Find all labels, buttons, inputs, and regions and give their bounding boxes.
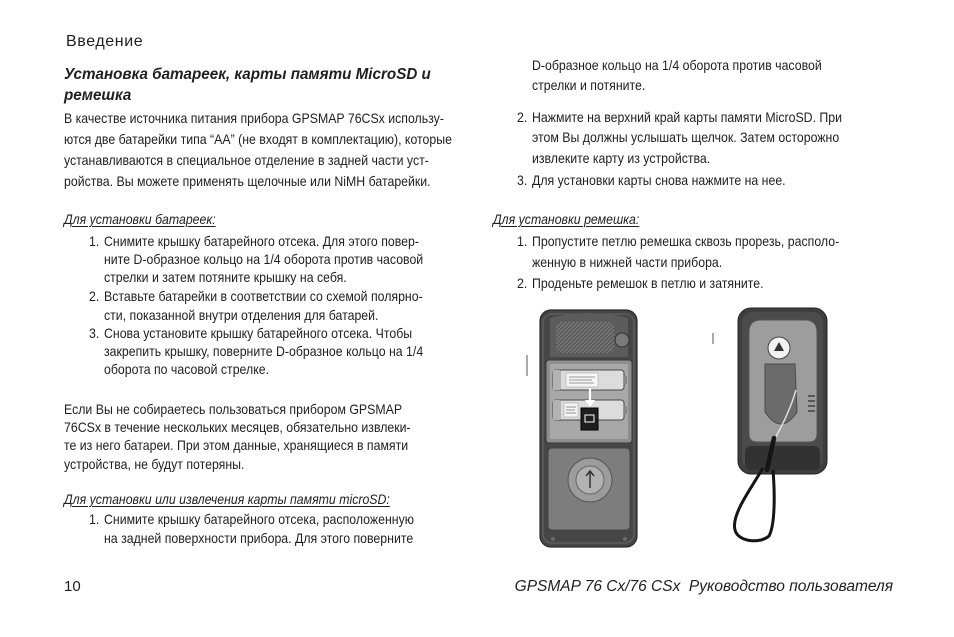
list-item-line: Пропустите петлю ремешка сквозь прорезь, располо-: [532, 233, 840, 249]
list-item-line: на задней поверхности прибора. Для этого поверните: [104, 530, 414, 546]
list-item-line: сти, показанной внутри отделения для батарей.: [104, 307, 379, 323]
list-item-line: стрелки и потяните.: [532, 77, 646, 93]
paragraph-line: В качестве источника питания прибора GPSMAP 76CSx использу-: [64, 110, 444, 126]
list-item-number: 2.: [517, 109, 528, 125]
list-item-line: Снова установите крышку батарейного отсека. Чтобы: [104, 325, 413, 341]
list-item-line: Вставьте батарейки в соответствии со схемой полярно-: [104, 288, 423, 304]
strap-figure: [705, 300, 835, 550]
section-label: Введение: [66, 33, 144, 50]
list-item-number: 2.: [517, 275, 528, 291]
manual-title: GPSMAP 76 Cx/76 CSx Руководство пользователя: [514, 578, 893, 595]
list-item-line: закрепить крышку, поверните D-образное кольцо на 1/4: [104, 343, 424, 359]
paragraph-line: ройства. Вы можете применять щелочные или NiMH батарейки.: [64, 173, 431, 189]
list-item-number: 1.: [89, 233, 100, 249]
list-item-number: 3.: [517, 172, 528, 188]
battery-instructions-title: Для установки батареек:: [64, 211, 216, 227]
list-item-number: 1.: [517, 233, 528, 249]
antenna-grip-texture: [556, 322, 614, 353]
list-item-number: 2.: [89, 288, 100, 304]
strap-instructions-title: Для установки ремешка:: [493, 211, 640, 227]
microsd-card: [581, 408, 598, 430]
list-item-number: 3.: [89, 325, 100, 341]
paragraph-line: те из него батареи. При этом данные, хранящиеся в памяти: [64, 437, 409, 453]
list-item-line: стрелки и затем потяните крышку на себя.: [104, 269, 347, 285]
list-item-line: Для установки карты снова нажмите на нее.: [532, 172, 786, 188]
battery-compartment-figure: [520, 300, 645, 555]
heading-line: Установка батареек, карты памяти MicroSD и: [64, 66, 431, 83]
microsd-instructions-title: Для установки или извлечения карты памяти microSD:: [64, 491, 390, 507]
list-item-line: извлеките карту из устройства.: [532, 150, 711, 166]
paragraph-line: ются две батарейки типа “AA” (не входят в комплектацию), которые: [64, 131, 452, 147]
d-ring-knob: [615, 333, 629, 347]
screw: [551, 537, 555, 541]
screw: [623, 537, 627, 541]
strap-slot-area: [745, 446, 820, 470]
list-item-line: оборота по часовой стрелке.: [104, 361, 269, 377]
paragraph-line: Если Вы не собираетесь пользоваться прибором GPSMAP: [64, 401, 403, 417]
cover-tab: [765, 364, 797, 424]
strap-loop: [734, 468, 774, 541]
battery: [553, 370, 627, 390]
list-item-line: этом Вы должны услышать щелчок. Затем осторожно: [532, 129, 840, 145]
page-number: 10: [64, 578, 81, 595]
list-item-line: Снимите крышку батарейного отсека. Для этого повер-: [104, 233, 419, 249]
paragraph-line: устройства, не будут потеряны.: [64, 456, 245, 472]
list-item-line: Нажмите на верхний край карты памяти MicroSD. При: [532, 109, 843, 125]
list-item-line: D-образное кольцо на 1/4 оборота против часовой: [532, 57, 822, 73]
paragraph-line: 76CSx в течение нескольких месяцев, обязательно извлеки-: [64, 419, 411, 435]
list-item-line: женную в нижней части прибора.: [532, 254, 723, 270]
list-item-line: ните D-образное кольцо на 1/4 оборота против часовой: [104, 251, 424, 267]
heading-line: ремешка: [64, 87, 132, 104]
list-item-line: Снимите крышку батарейного отсека, расположенную: [104, 511, 414, 527]
paragraph-line: устанавливаются в специальное отделение в задней части уст-: [64, 152, 429, 168]
list-item-number: 1.: [89, 511, 100, 527]
list-item-line: Проденьте ремешок в петлю и затяните.: [532, 275, 764, 291]
